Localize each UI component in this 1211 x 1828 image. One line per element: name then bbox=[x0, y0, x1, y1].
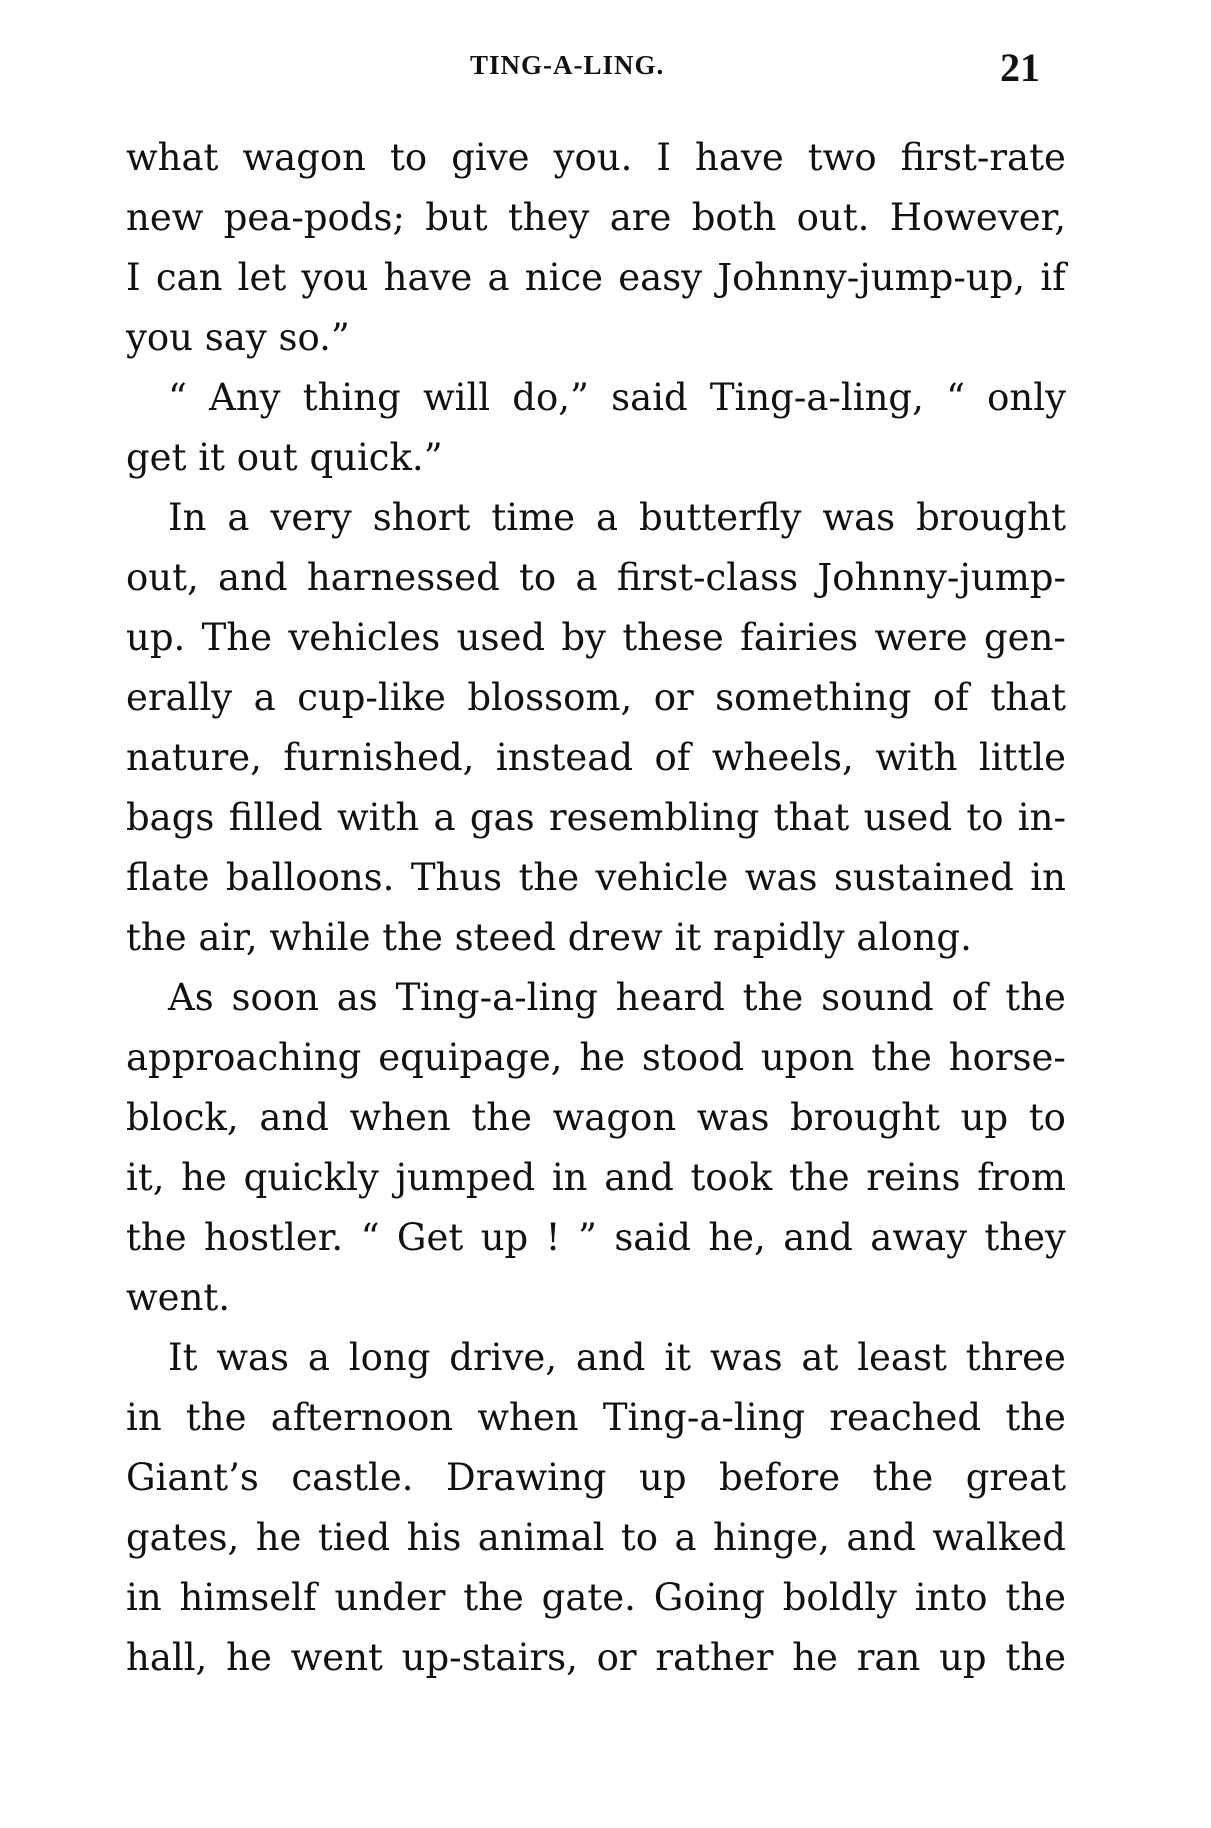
body-text bbox=[126, 128, 1066, 1688]
text-line: hall, he went up-stairs, or rather he ran up the bbox=[126, 1636, 1066, 1679]
text-line: in the afternoon when Ting-a-ling reached the bbox=[126, 1396, 1066, 1439]
text-line: flate balloons. Thus the vehicle was sustained in bbox=[126, 856, 1066, 899]
paragraph bbox=[126, 368, 1066, 488]
text-line: It was a long drive, and it was at least three bbox=[168, 1336, 1066, 1379]
text-line: erally a cup-like blossom, or something of that bbox=[126, 676, 1066, 719]
text-line: As soon as Ting-a-ling heard the sound of the bbox=[168, 976, 1066, 1019]
text-line: out, and harnessed to a first-class Johnny-jump- bbox=[126, 556, 1066, 599]
text-line: the hostler. “ Get up ! ” said he, and away they bbox=[126, 1216, 1066, 1259]
text-line: what wagon to give you. I have two first-rate bbox=[126, 136, 1066, 179]
text-line: In a very short time a butterfly was brought bbox=[168, 496, 1066, 539]
text-line: approaching equipage, he stood upon the horse- bbox=[126, 1036, 1066, 1079]
text-line: gates, he tied his animal to a hinge, and walked bbox=[126, 1516, 1066, 1559]
text-line: went. bbox=[126, 1276, 231, 1319]
text-line: in himself under the gate. Going boldly into the bbox=[126, 1576, 1066, 1619]
text-line: get it out quick.” bbox=[126, 436, 443, 479]
paragraph bbox=[126, 488, 1066, 968]
text-line: new pea-pods; but they are both out. However, bbox=[126, 196, 1066, 239]
paragraph bbox=[126, 1328, 1066, 1688]
text-line: you say so.” bbox=[126, 316, 350, 359]
paragraph bbox=[126, 128, 1066, 368]
running-title: TING-A-LING. bbox=[470, 50, 665, 80]
text-line: “ Any thing will do,” said Ting-a-ling, “ only bbox=[168, 376, 1066, 419]
text-line: up. The vehicles used by these fairies were gen- bbox=[126, 616, 1066, 659]
text-line: the air, while the steed drew it rapidly along. bbox=[126, 916, 972, 959]
paragraph bbox=[126, 968, 1066, 1328]
text-line: Giant’s castle. Drawing up before the great bbox=[126, 1456, 1066, 1499]
text-line: block, and when the wagon was brought up to bbox=[126, 1096, 1066, 1139]
text-line: nature, furnished, instead of wheels, with little bbox=[126, 736, 1066, 779]
text-line: I can let you have a nice easy Johnny-jump-up, if bbox=[126, 256, 1066, 299]
page-number: 21 bbox=[1000, 45, 1040, 90]
text-line: bags filled with a gas resembling that used to in- bbox=[126, 796, 1066, 839]
text-line: it, he quickly jumped in and took the reins from bbox=[126, 1156, 1066, 1199]
